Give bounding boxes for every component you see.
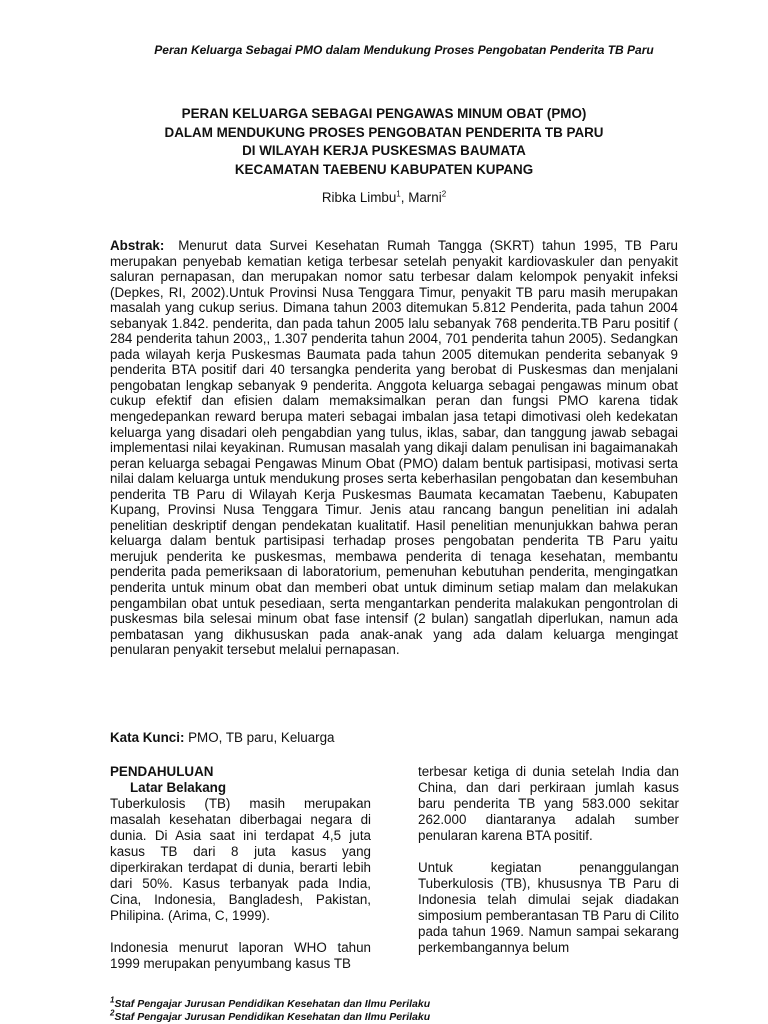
footnotes: [110, 995, 678, 1023]
abstract-text: Menurut data Survei Kesehatan Rumah Tangga (SKRT) tahun 1995, TB Paru merupakan penyebab kematian ketiga terbesar setelah penyakit kardiovaskuler dan penyakit saluran pernapasan, dan merupakan nomor satu terbesar dalam kelompok penyakit infeksi (Depkes, RI, 2002).Untuk Provinsi Nusa Tenggara Timur, penyakit TB paru masih merupakan masalah yang cukup serius. Dimana tahun 2003 ditemukan 5.812 Penderita, pada tahun 2004 sebanyak 1.842. penderita, dan pada tahun 2005 lalu sebanyak 768 penderita.TB Paru positif ( 284 penderita tahun 2003,, 1.307 penderita tahun 2004, 701 penderita tahun 2005). Sedangkan pada wilayah kerja Puskesmas Baumata pada tahun 2005 ditemukan penderita sebanyak 9 penderita BTA positif dari 40 tersangka penderita yang berobat di Puskesmas dan menjalani pengobatan lengkap sebanyak 9 penderita. Anggota keluarga sebagai pengawas minum obat cukup efektif dan efisien dalam memaksimalkan peran dan fungsi PMO karena tidak mengedepankan reward berupa materi sebagai imbalan jasa tetapi dimotivasi oleh kedekatan keluarga yang disadari oleh pengabdian yang tulus, iklas, sabar, dan tanggung jawab sebagai implementasi nilai keyakinan. Rumusan masalah yang dikaji dalam penulisan ini bagaimanakah peran keluarga sebagai Pengawas Minum Obat (PMO) dalam bentuk partisipasi, motivasi serta nilai dalam keluarga untuk mendukung proses serta keberhasilan pengobatan dan kesembuhan penderita TB Paru di Wilayah Kerja Puskesmas Baumata kecamatan Taebenu, Kabupaten Kupang, Provinsi Nusa Tenggara Timur. Jenis atau rancang bangun penelitian ini adalah penelitian deskriptif dengan pendekatan kualitatif. Hasil penelitian menunjukkan bahwa peran keluarga dalam bentuk partisipasi terhadap proses pengobatan penderita TB Paru yaitu merujuk penderita ke puskesmas, membawa penderita di tenaga kesehatan, membantu penderita pada pemeriksaan di laboratorium, pemenuhan kebutuhan penderita, mengingatkan penderita untuk minum obat dan memberi obat untuk diminum setiap malam dan melakukan pengambilan obat untuk pesediaan, serta mengantarkan penderita malakukan pengontrolan di puskesmas bila selesai minum obat fase intensif (2 bulan) sangatlah diperlukan, namun ada pembatasan yang dikhususkan pada anak-anak yang ada dalam keluarga mengingat penularan penyakit tersebut melalui pernapasan.: [110, 238, 678, 658]
author-name: Ribka Limbu: [321, 190, 397, 205]
author-list: [0, 190, 768, 205]
title-line: DALAM MENDUKUNG PROSES PENGOBATAN PENDERITA TB PARU: [164, 124, 604, 140]
title-line: DI WILAYAH KERJA PUSKESMAS BAUMATA: [242, 143, 526, 158]
body-paragraph: Tuberkulosis (TB) masih merupakan masalah kesehatan diberbagai negara di dunia. Di Asia saat ini terdapat 4,5 juta kasus TB dari 8 juta kasus yang diperkirakan terdapat di dunia, berarti lebih dari 50%. Kasus terbanyak pada India, Cina, Indonesia, Bangladesh, Pakistan, Philipina. (Arima, C, 1999).: [110, 796, 371, 923]
footnote: [110, 1008, 678, 1024]
section-heading: PENDAHULUAN: [110, 764, 214, 779]
author-affiliation-mark: 1: [396, 189, 401, 199]
footnote-mark: 1: [110, 995, 115, 1005]
keywords: [110, 730, 678, 745]
paper-title: [0, 105, 768, 179]
author-name: Marni: [408, 190, 442, 205]
title-line: KECAMATAN TAEBENU KABUPATEN KUPANG: [234, 161, 534, 177]
abstract-label: Abstrak:: [110, 238, 165, 253]
title-line: PERAN KELUARGA SEBAGAI PENGAWAS MINUM OBAT (PMO): [181, 106, 587, 121]
keywords-label: Kata Kunci:: [110, 730, 185, 745]
abstract: [110, 238, 678, 658]
footnote: [110, 995, 678, 1011]
keywords-text: PMO, TB paru, Keluarga: [184, 730, 335, 745]
author-affiliation-mark: 2: [441, 189, 447, 199]
body-paragraph: Indonesia menurut laporan WHO tahun 1999 merupakan penyumbang kasus TB: [110, 940, 371, 971]
body-column-left: [110, 764, 371, 972]
footnote-text: Staf Pengajar Jurusan Pendidikan Kesehatan dan Ilmu Perilaku: [114, 1010, 431, 1023]
footnote-text: Staf Pengajar Jurusan Pendidikan Kesehatan dan Ilmu Perilaku: [114, 998, 431, 1010]
footnote-mark: 2: [110, 1008, 115, 1017]
body-paragraph: Untuk kegiatan penanggulangan Tuberkulosis (TB), khususnya TB Paru di Indonesia telah dimulai sejak diadakan simposium pemberantasan TB Paru di Cilito pada tahun 1969. Namun sampai sekarang perkembangannya belum: [418, 860, 679, 955]
author-separator: ,: [400, 190, 409, 205]
body-paragraph: terbesar ketiga di dunia setelah India dan China, dan dari perkiraan jumlah kasus baru penderita TB yang 583.000 sekitar 262.000 diantaranya adalah sumber penularan karena BTA positif.: [418, 764, 679, 843]
running-header: Peran Keluarga Sebagai PMO dalam Mendukung Proses Pengobatan Penderita TB Paru: [154, 43, 654, 57]
body-column-right: [418, 764, 679, 956]
subsection-heading: Latar Belakang: [130, 780, 227, 795]
